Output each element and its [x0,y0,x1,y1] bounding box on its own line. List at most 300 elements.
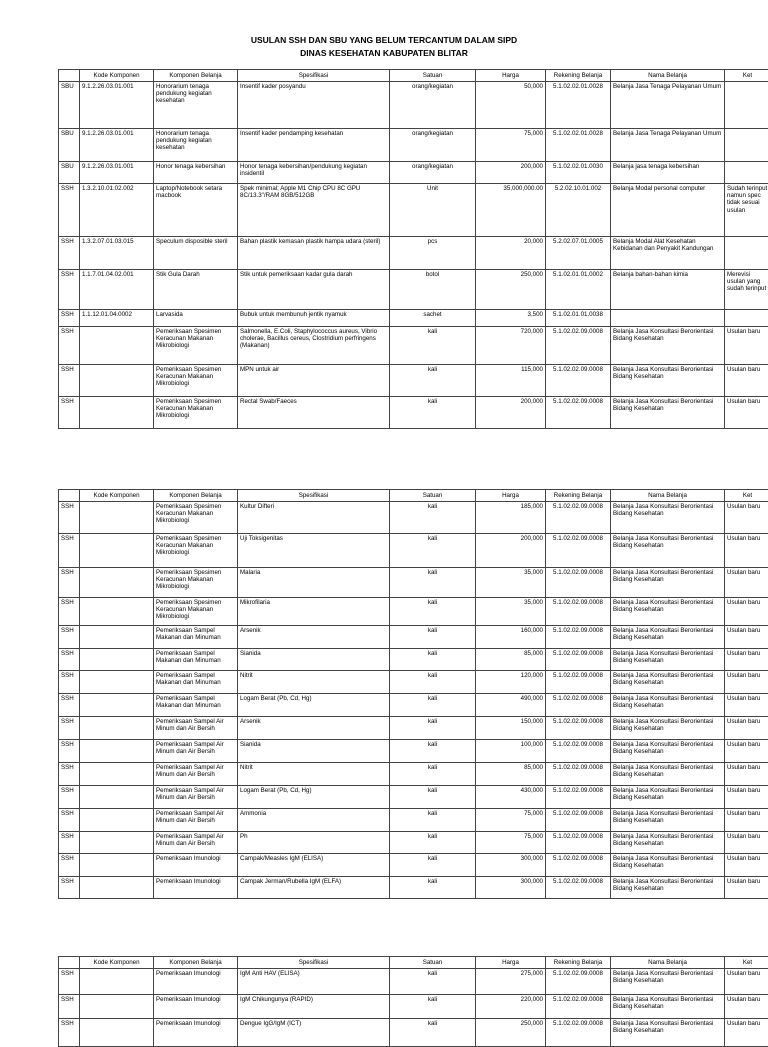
spesifikasi-cell: Campak Jerman/Rubella IgM (ELFA) [238,877,390,899]
spesifikasi-cell: Logam Berat (Pb, Cd, Hg) [238,694,390,717]
ket-cell [725,82,768,129]
harga-cell: 50,000 [476,82,546,129]
type-cell: SSH [59,502,80,534]
kode-komponen-cell [80,877,154,899]
harga-cell: 20,000 [476,237,546,270]
ket-cell: Usulan baru [725,626,768,649]
spesifikasi-cell: IgM Anti HAV (ELISA) [238,969,390,995]
type-cell: SSH [59,763,80,786]
kode-komponen-cell: 1.3.2.07.01.03.015 [80,237,154,270]
satuan-cell: orang/kegiatan [390,129,476,162]
nama-belanja-cell: Belanja Jasa Konsultasi Berorientasi Bidang Kesehatan [611,832,725,854]
rekening-belanja-cell: 5.1.02.02.09.0008 [546,568,611,598]
spesifikasi-cell: Mikrofilaria [238,598,390,626]
type-cell: SSH [59,270,80,310]
rekening-belanja-cell: 5.1.02.02.09.0008 [546,365,611,397]
rekening-belanja-cell: 5.1.02.02.09.0008 [546,832,611,854]
type-cell: SSH [59,626,80,649]
spesifikasi-cell: Kultur Difteri [238,502,390,534]
nama-belanja-cell: Belanja Jasa Tenaga Pelayanan Umum [611,129,725,162]
spesifikasi-cell: Bahan plastik kemasan plastik hampa udara (steril) [238,237,390,270]
komponen-belanja-cell: Pemeriksaan Spesimen Keracunan Makanan Mikrobiologi [154,397,238,429]
header-harga: Harga [476,70,546,82]
table-row [59,310,768,327]
table-row [59,184,768,237]
satuan-cell: kali [390,809,476,832]
kode-komponen-cell [80,1019,154,1047]
rekening-belanja-cell: 5.1.02.02.09.0008 [546,694,611,717]
header-ket: Ket [725,957,768,969]
harga-cell: 250,000 [476,270,546,310]
rekening-belanja-cell: 5.1.02.02.09.0008 [546,327,611,365]
satuan-cell: kali [390,694,476,717]
spesifikasi-cell: Sianida [238,649,390,671]
harga-cell: 75,000 [476,129,546,162]
komponen-belanja-cell: Pemeriksaan Spesimen Keracunan Makanan Mikrobiologi [154,598,238,626]
type-cell: SSH [59,969,80,995]
header-satuan: Satuan [390,70,476,82]
table-row [59,626,768,649]
nama-belanja-cell: Belanja Jasa Konsultasi Berorientasi Bidang Kesehatan [611,717,725,740]
type-cell: SSH [59,568,80,598]
table-row [59,763,768,786]
komponen-belanja-cell: Pemeriksaan Spesimen Keracunan Makanan Mikrobiologi [154,502,238,534]
spesifikasi-cell: Arsenik [238,717,390,740]
nama-belanja-cell: Belanja Jasa Konsultasi Berorientasi Bidang Kesehatan [611,397,725,429]
satuan-cell: kali [390,327,476,365]
kode-komponen-cell [80,397,154,429]
table-row [59,534,768,568]
spesifikasi-cell: Campak/Measles IgM (ELISA) [238,854,390,877]
table-row [59,162,768,184]
kode-komponen-cell [80,854,154,877]
header-type [59,957,80,969]
type-cell: SBU [59,82,80,129]
ket-cell [725,237,768,270]
spesifikasi-cell: Arsenik [238,626,390,649]
satuan-cell: pcs [390,237,476,270]
komponen-belanja-cell: Pemeriksaan Sampel Makanan dan Minuman [154,649,238,671]
type-cell: SSH [59,740,80,763]
header-satuan: Satuan [390,957,476,969]
table-header-row [59,70,768,82]
satuan-cell: kali [390,854,476,877]
harga-cell: 35,000 [476,598,546,626]
ssh-sbu-table-2 [58,489,768,899]
table-row [59,786,768,809]
type-cell: SSH [59,310,80,327]
header-nama-belanja: Nama Belanja [611,957,725,969]
nama-belanja-cell: Belanja Jasa Konsultasi Berorientasi Bidang Kesehatan [611,671,725,694]
spesifikasi-cell: Malaria [238,568,390,598]
table-row [59,1019,768,1047]
rekening-belanja-cell: 5.1.02.02.09.0008 [546,626,611,649]
komponen-belanja-cell: Pemeriksaan Sampel Air Minum dan Air Bersih [154,717,238,740]
rekening-belanja-cell: 5.1.02.02.09.0008 [546,854,611,877]
nama-belanja-cell: Belanja jasa tenaga kebersihan [611,162,725,184]
harga-cell: 115,000 [476,365,546,397]
type-cell: SSH [59,365,80,397]
komponen-belanja-cell: Pemeriksaan Sampel Air Minum dan Air Bersih [154,740,238,763]
satuan-cell: sachet [390,310,476,327]
ket-cell: Usulan baru [725,995,768,1019]
satuan-cell: kali [390,365,476,397]
komponen-belanja-cell: Pemeriksaan Sampel Air Minum dan Air Bersih [154,786,238,809]
nama-belanja-cell: Belanja Jasa Konsultasi Berorientasi Bidang Kesehatan [611,740,725,763]
harga-cell: 85,000 [476,649,546,671]
nama-belanja-cell: Belanja Modal Alat Kesehatan Kebidanan dan Penyakit Kandungan [611,237,725,270]
type-cell: SSH [59,184,80,237]
rekening-belanja-cell: 5.1.02.02.01.0028 [546,129,611,162]
nama-belanja-cell: Belanja Jasa Konsultasi Berorientasi Bidang Kesehatan [611,809,725,832]
type-cell: SSH [59,877,80,899]
komponen-belanja-cell: Pemeriksaan Sampel Air Minum dan Air Bersih [154,832,238,854]
nama-belanja-cell: Belanja Jasa Konsultasi Berorientasi Bidang Kesehatan [611,649,725,671]
rekening-belanja-cell: 5.1.02.02.01.0028 [546,82,611,129]
harga-cell: 75,000 [476,832,546,854]
table-row [59,671,768,694]
kode-komponen-cell: 1.1.7.01.04.02.001 [80,270,154,310]
header-ket: Ket [725,70,768,82]
ket-cell: Usulan baru [725,649,768,671]
harga-cell: 300,000 [476,854,546,877]
spesifikasi-cell: Rectal Swab/Faeces [238,397,390,429]
header-spesifikasi: Spesifikasi [238,957,390,969]
table-row [59,327,768,365]
rekening-belanja-cell: 5.1.02.02.09.0008 [546,809,611,832]
harga-cell: 3,500 [476,310,546,327]
header-nama-belanja: Nama Belanja [611,490,725,502]
nama-belanja-cell: Belanja Jasa Konsultasi Berorientasi Bidang Kesehatan [611,327,725,365]
table-row [59,502,768,534]
rekening-belanja-cell: 5.1.02.02.09.0008 [546,763,611,786]
nama-belanja-cell: Belanja Jasa Konsultasi Berorientasi Bidang Kesehatan [611,568,725,598]
document-title: USULAN SSH DAN SBU YANG BELUM TERCANTUM DALAM SIPD [0,35,768,45]
header-komponen-belanja: Komponen Belanja [154,70,238,82]
komponen-belanja-cell: Pemeriksaan Imunologi [154,969,238,995]
harga-cell: 35,000,000.00 [476,184,546,237]
komponen-belanja-cell: Pemeriksaan Sampel Makanan dan Minuman [154,626,238,649]
type-cell: SSH [59,1019,80,1047]
table-row [59,717,768,740]
header-kode-komponen: Kode Komponen [80,70,154,82]
header-harga: Harga [476,957,546,969]
header-rekening-belanja: Rekening Belanja [546,70,611,82]
ket-cell: Usulan baru [725,502,768,534]
header-rekening-belanja: Rekening Belanja [546,957,611,969]
table-row [59,854,768,877]
table-row [59,740,768,763]
header-kode-komponen: Kode Komponen [80,957,154,969]
type-cell: SSH [59,534,80,568]
kode-komponen-cell [80,598,154,626]
kode-komponen-cell: 9.1.2.26.03.01.001 [80,129,154,162]
spesifikasi-cell: MPN untuk air [238,365,390,397]
type-cell: SSH [59,327,80,365]
table-row [59,694,768,717]
rekening-belanja-cell: 5.1.02.01.01.0002 [546,270,611,310]
komponen-belanja-cell: Larvasida [154,310,238,327]
rekening-belanja-cell: 5.1.02.02.09.0008 [546,671,611,694]
type-cell: SSH [59,694,80,717]
kode-komponen-cell [80,786,154,809]
ket-cell: Merevisi usulan yang sudah terinput [725,270,768,310]
ket-cell: Usulan baru [725,763,768,786]
table-row [59,809,768,832]
table-header-row [59,957,768,969]
harga-cell: 160,000 [476,626,546,649]
harga-cell: 35,000 [476,568,546,598]
nama-belanja-cell: Belanja Jasa Tenaga Pelayanan Umum [611,82,725,129]
spesifikasi-cell: Ph [238,832,390,854]
ket-cell: Usulan baru [725,327,768,365]
harga-cell: 220,000 [476,995,546,1019]
komponen-belanja-cell: Laptop/Notebook setara macbook [154,184,238,237]
kode-komponen-cell [80,763,154,786]
kode-komponen-cell [80,568,154,598]
harga-cell: 430,000 [476,786,546,809]
komponen-belanja-cell: Pemeriksaan Sampel Air Minum dan Air Bersih [154,809,238,832]
table-header-row [59,490,768,502]
kode-komponen-cell [80,809,154,832]
kode-komponen-cell: 9.1.2.26.03.01.001 [80,82,154,129]
nama-belanja-cell: Belanja Modal personal computer [611,184,725,237]
header-satuan: Satuan [390,490,476,502]
spesifikasi-cell: Sianida [238,740,390,763]
rekening-belanja-cell: 5.1.02.01.01.0038 [546,310,611,327]
table-row [59,877,768,899]
satuan-cell: kali [390,397,476,429]
nama-belanja-cell: Belanja Jasa Konsultasi Berorientasi Bidang Kesehatan [611,877,725,899]
header-type [59,490,80,502]
nama-belanja-cell: Belanja Jasa Konsultasi Berorientasi Bidang Kesehatan [611,694,725,717]
harga-cell: 720,000 [476,327,546,365]
nama-belanja-cell: Belanja Jasa Konsultasi Berorientasi Bidang Kesehatan [611,626,725,649]
komponen-belanja-cell: Pemeriksaan Sampel Air Minum dan Air Bersih [154,763,238,786]
kode-komponen-cell [80,995,154,1019]
satuan-cell: kali [390,832,476,854]
satuan-cell: kali [390,969,476,995]
satuan-cell: kali [390,598,476,626]
komponen-belanja-cell: Stik Gula Darah [154,270,238,310]
komponen-belanja-cell: Honor tenaga kebersihan [154,162,238,184]
komponen-belanja-cell: Pemeriksaan Spesimen Keracunan Makanan Mikrobiologi [154,327,238,365]
rekening-belanja-cell: 5.2.02.07.01.0005 [546,237,611,270]
satuan-cell: kali [390,717,476,740]
nama-belanja-cell: Belanja Jasa Konsultasi Berorientasi Bidang Kesehatan [611,786,725,809]
type-cell: SSH [59,717,80,740]
ket-cell: Usulan baru [725,365,768,397]
komponen-belanja-cell: Pemeriksaan Spesimen Keracunan Makanan Mikrobiologi [154,365,238,397]
ket-cell: Usulan baru [725,809,768,832]
table-row [59,237,768,270]
spesifikasi-cell: Nitrit [238,763,390,786]
kode-komponen-cell: 1.3.2.10.01.02.002 [80,184,154,237]
ket-cell: Usulan baru [725,877,768,899]
satuan-cell: kali [390,1019,476,1047]
spesifikasi-cell: Logam Berat (Pb, Cd, Hg) [238,786,390,809]
table-row [59,649,768,671]
header-nama-belanja: Nama Belanja [611,70,725,82]
harga-cell: 275,000 [476,969,546,995]
spesifikasi-cell: Insentif kader posyandu [238,82,390,129]
harga-cell: 490,000 [476,694,546,717]
ket-cell: Usulan baru [725,786,768,809]
ket-cell: Usulan baru [725,1019,768,1047]
rekening-belanja-cell: 5.2.02.10.01.002 [546,184,611,237]
kode-komponen-cell [80,832,154,854]
header-komponen-belanja: Komponen Belanja [154,490,238,502]
komponen-belanja-cell: Pemeriksaan Sampel Makanan dan Minuman [154,694,238,717]
type-cell: SSH [59,397,80,429]
harga-cell: 120,000 [476,671,546,694]
komponen-belanja-cell: Pemeriksaan Sampel Makanan dan Minuman [154,671,238,694]
komponen-belanja-cell: Pemeriksaan Imunologi [154,995,238,1019]
type-cell: SSH [59,809,80,832]
satuan-cell: kali [390,534,476,568]
ket-cell [725,310,768,327]
satuan-cell: kali [390,671,476,694]
komponen-belanja-cell: Speculum disposible steril [154,237,238,270]
rekening-belanja-cell: 5.1.02.02.09.0008 [546,1019,611,1047]
satuan-cell: kali [390,502,476,534]
kode-komponen-cell [80,740,154,763]
table-row [59,832,768,854]
ket-cell: Usulan baru [725,694,768,717]
harga-cell: 75,000 [476,809,546,832]
ket-cell: Usulan baru [725,854,768,877]
rekening-belanja-cell: 5.1.02.02.09.0008 [546,969,611,995]
ket-cell: Usulan baru [725,397,768,429]
ket-cell: Usulan baru [725,598,768,626]
kode-komponen-cell [80,717,154,740]
nama-belanja-cell [611,310,725,327]
type-cell: SBU [59,129,80,162]
type-cell: SSH [59,649,80,671]
satuan-cell: kali [390,626,476,649]
ket-cell: Usulan baru [725,717,768,740]
satuan-cell: orang/kegiatan [390,82,476,129]
nama-belanja-cell: Belanja Jasa Konsultasi Berorientasi Bidang Kesehatan [611,854,725,877]
satuan-cell: botol [390,270,476,310]
nama-belanja-cell: Belanja Jasa Konsultasi Berorientasi Bidang Kesehatan [611,502,725,534]
nama-belanja-cell: Belanja Jasa Konsultasi Berorientasi Bidang Kesehatan [611,534,725,568]
spesifikasi-cell: Nitrit [238,671,390,694]
type-cell: SBU [59,162,80,184]
komponen-belanja-cell: Honorarium tenaga pendukung kegiatan kesehatan [154,129,238,162]
satuan-cell: kali [390,740,476,763]
type-cell: SSH [59,598,80,626]
satuan-cell: orang/kegiatan [390,162,476,184]
table-row [59,365,768,397]
kode-komponen-cell [80,649,154,671]
nama-belanja-cell: Belanja Jasa Konsultasi Berorientasi Bidang Kesehatan [611,1019,725,1047]
header-ket: Ket [725,490,768,502]
harga-cell: 200,000 [476,534,546,568]
kode-komponen-cell [80,969,154,995]
komponen-belanja-cell: Honorarium tenaga pendukung kegiatan kesehatan [154,82,238,129]
spesifikasi-cell: Honor tenaga kebersihan/pendukung kegiatan insidentil [238,162,390,184]
satuan-cell: kali [390,995,476,1019]
satuan-cell: kali [390,786,476,809]
table-row [59,598,768,626]
ket-cell: Usulan baru [725,740,768,763]
ket-cell: Usulan baru [725,671,768,694]
header-rekening-belanja: Rekening Belanja [546,490,611,502]
kode-komponen-cell [80,365,154,397]
table-row [59,995,768,1019]
type-cell: SSH [59,832,80,854]
header-spesifikasi: Spesifikasi [238,490,390,502]
komponen-belanja-cell: Pemeriksaan Imunologi [154,1019,238,1047]
header-type [59,70,80,82]
nama-belanja-cell: Belanja bahan-bahan kimia [611,270,725,310]
table-row [59,129,768,162]
type-cell: SSH [59,854,80,877]
rekening-belanja-cell: 5.1.02.02.09.0008 [546,717,611,740]
nama-belanja-cell: Belanja Jasa Konsultasi Berorientasi Bidang Kesehatan [611,995,725,1019]
type-cell: SSH [59,786,80,809]
rekening-belanja-cell: 5.1.02.02.09.0008 [546,877,611,899]
kode-komponen-cell [80,534,154,568]
nama-belanja-cell: Belanja Jasa Konsultasi Berorientasi Bidang Kesehatan [611,763,725,786]
rekening-belanja-cell: 5.1.02.02.09.0008 [546,598,611,626]
ket-cell [725,129,768,162]
satuan-cell: kali [390,568,476,598]
ket-cell: Usulan baru [725,832,768,854]
spesifikasi-cell: Dengue IgG/IgM (ICT) [238,1019,390,1047]
spesifikasi-cell: IgM Chikungunya (RAPID) [238,995,390,1019]
ket-cell: Usulan baru [725,969,768,995]
spesifikasi-cell: Ammonia [238,809,390,832]
satuan-cell: kali [390,877,476,899]
spesifikasi-cell: Spek minimal; Apple M1 Chip CPU 8C GPU 8C/13.3"/RAM 8GB/512GB [238,184,390,237]
spesifikasi-cell: Uji Toksigenitas [238,534,390,568]
rekening-belanja-cell: 5.1.02.02.09.0008 [546,995,611,1019]
harga-cell: 200,000 [476,162,546,184]
rekening-belanja-cell: 5.1.02.02.09.0008 [546,397,611,429]
harga-cell: 300,000 [476,877,546,899]
rekening-belanja-cell: 5.1.02.02.09.0008 [546,649,611,671]
header-komponen-belanja: Komponen Belanja [154,957,238,969]
ket-cell: Sudah terinput namun spec tidak sesuai usulan [725,184,768,237]
kode-komponen-cell: 9.1.2.26.03.01.001 [80,162,154,184]
type-cell: SSH [59,995,80,1019]
kode-komponen-cell [80,502,154,534]
table-row [59,969,768,995]
spesifikasi-cell: Bubuk untuk membunuh jentik nyamuk [238,310,390,327]
harga-cell: 200,000 [476,397,546,429]
harga-cell: 250,000 [476,1019,546,1047]
rekening-belanja-cell: 5.1.02.02.01.0030 [546,162,611,184]
nama-belanja-cell: Belanja Jasa Konsultasi Berorientasi Bidang Kesehatan [611,598,725,626]
spesifikasi-cell: Stik untuk pemeriksaan kadar gula darah [238,270,390,310]
harga-cell: 85,000 [476,763,546,786]
harga-cell: 100,000 [476,740,546,763]
table-row [59,397,768,429]
table-row [59,82,768,129]
komponen-belanja-cell: Pemeriksaan Spesimen Keracunan Makanan Mikrobiologi [154,568,238,598]
kode-komponen-cell: 1.1.12.01.04.0002 [80,310,154,327]
kode-komponen-cell [80,694,154,717]
table-row [59,270,768,310]
table-row [59,568,768,598]
kode-komponen-cell [80,327,154,365]
komponen-belanja-cell: Pemeriksaan Spesimen Keracunan Makanan Mikrobiologi [154,534,238,568]
header-spesifikasi: Spesifikasi [238,70,390,82]
komponen-belanja-cell: Pemeriksaan Imunologi [154,854,238,877]
ssh-sbu-table-1 [58,69,768,429]
